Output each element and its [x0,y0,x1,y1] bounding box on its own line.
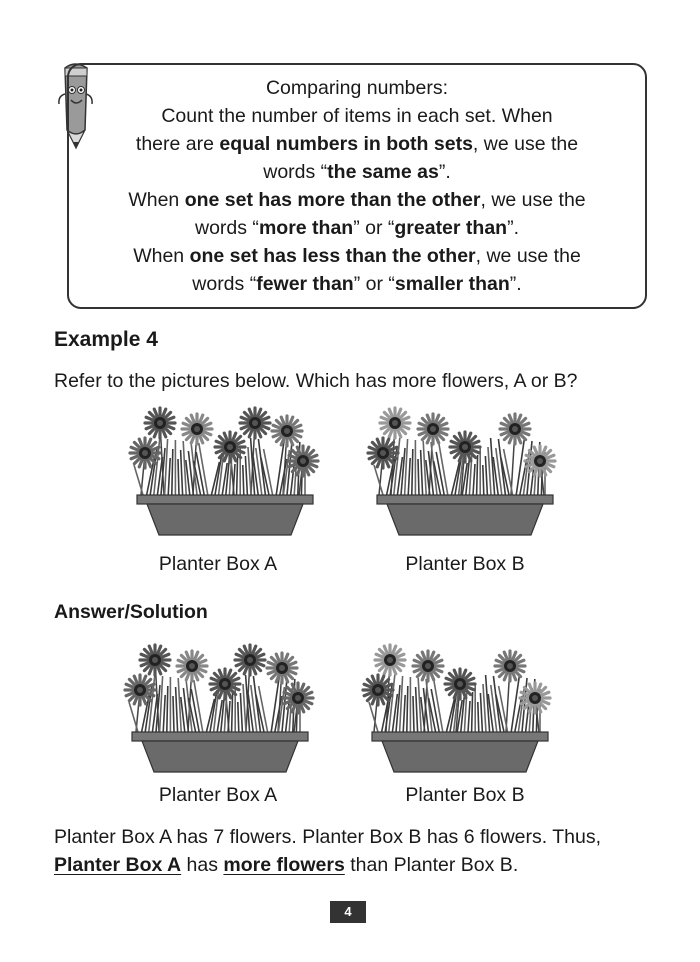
flower-icon [288,446,318,476]
flower-icon [520,683,550,713]
conclusion-line-1: Planter Box A has 7 flowers. Planter Box B has 6 flowers. Thus, [54,826,601,848]
answer-caption-planter-b: Planter Box B [405,784,525,806]
flower-icon [215,432,245,462]
page-number: 4 [330,901,366,923]
flower-icon [130,438,160,468]
flower-icon [500,414,530,444]
flower-icon [272,416,302,446]
flower-icon [418,414,448,444]
answer-planter-box-b-illustration [360,632,560,782]
flower-icon [445,669,475,699]
info-title: Comparing numbers: [265,77,449,99]
flower-icon [177,651,207,681]
planter-box [372,732,548,772]
flower-icon [363,675,393,705]
info-line-6: words “more than” or “greater than”. [195,217,519,239]
conclusion-line-2: Planter Box A has more flowers than Planter Box B. [54,854,519,876]
flower-icon [182,414,212,444]
caption-planter-a: Planter Box A [158,553,278,575]
flower-icon [450,432,480,462]
planter-box [137,495,313,535]
flower-icon [240,408,270,438]
flower-icon [140,645,170,675]
flower-icon [380,408,410,438]
flower-icon [125,675,155,705]
flower-icon [368,438,398,468]
flower-icon [145,408,175,438]
example-heading: Example 4 [54,328,158,351]
flower-icon [495,651,525,681]
planter-box [377,495,553,535]
info-line-4: words “the same as”. [263,161,451,183]
answer-heading: Answer/Solution [54,601,208,623]
flower-icon [210,669,240,699]
planter-box [132,732,308,772]
planter-box-b-illustration [365,395,565,545]
answer-planter-box-a-illustration [120,632,320,782]
flower-icon [283,683,313,713]
planter-box-a-illustration [125,395,325,545]
info-line-3: there are equal numbers in both sets, we use the [135,133,579,155]
answer-caption-planter-a: Planter Box A [158,784,278,806]
flower-icon [267,653,297,683]
caption-planter-b: Planter Box B [405,553,525,575]
flower-icon [525,446,555,476]
flower-icon [235,645,265,675]
info-line-5: When one set has more than the other, we use the [128,189,586,211]
flower-icon [375,645,405,675]
info-line-8: words “fewer than” or “smaller than”. [192,273,522,295]
info-line-7: When one set has less than the other, we use the [133,245,581,267]
flower-icon [413,651,443,681]
example-question: Refer to the pictures below. Which has more flowers, A or B? [54,370,578,392]
info-line-2: Count the number of items in each set. When [161,105,553,127]
